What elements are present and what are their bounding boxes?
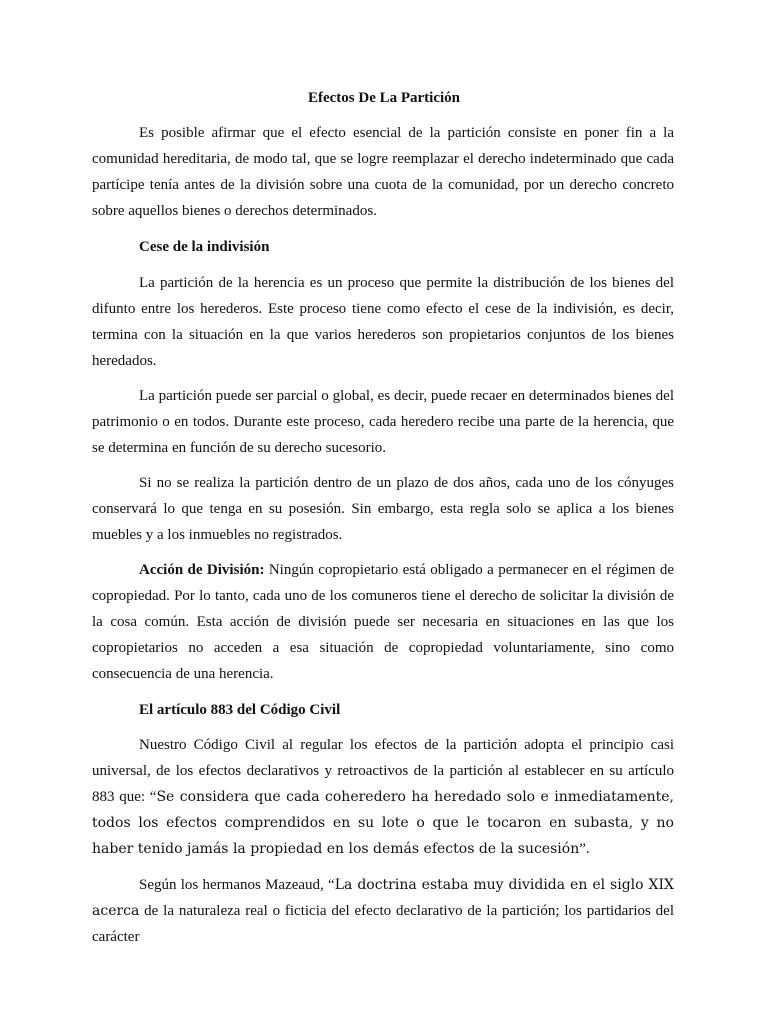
paragraph-plazo: Si no se realiza la partición dentro de un plazo de dos años, cada uno de los cónyuges conservará lo que tenga en su posesión. Sin embargo, esta regla solo se aplica a los bienes muebles y a los inmuebles no registrados. xyxy=(92,475,674,543)
articulo-883-quote: Se considera que cada coheredero ha heredado solo e inmediatamente, todos los efectos comprendidos en su lote o que le tocaron en subasta, y no haber tenido jamás la propiedad en los demás efectos de la sucesión xyxy=(92,789,674,857)
paragraph-intro: Es posible afirmar que el efecto esencial de la partición consiste en poner fin a la comunidad hereditaria, de modo tal, que se logre reemplazar el derecho indeterminado que cada partícipe tenía antes de la división sobre una cuota de la comunidad, por un derecho concreto sobre aquellos bienes o derechos determinados. xyxy=(92,125,674,219)
accion-division-label: Acción de División: xyxy=(139,562,265,578)
page-title: Efectos De La Partición xyxy=(307,90,461,106)
mazeaud-quote: La doctrina estaba muy dividida en el siglo XIX acerca xyxy=(92,877,674,919)
articulo-883-intro: Nuestro Código Civil al regular los efectos de la partición adopta el principio casi universal, de los efectos declarativos y retroactivos de la partición al establecer en su artículo 883 que: “ xyxy=(92,737,674,805)
mazeaud-continuation: de la naturaleza real o ficticia del efecto declarativo de la partición; los partidarios del carácter xyxy=(92,903,674,945)
mazeaud-intro: Según los hermanos Mazeaud, “ xyxy=(139,877,335,893)
articulo-883-close: ”. xyxy=(579,841,590,857)
accion-division-text: Ningún copropietario está obligado a permanecer en el régimen de copropiedad. Por lo tanto, cada uno de los comuneros tiene el derecho de solicitar la división de la cosa común. Esta acción de división puede ser necesaria en situaciones en las que los copropietarios no acceden a esa situación de copropiedad voluntariamente, sino como consecuencia de una herencia. xyxy=(92,562,675,682)
paragraph-cese: La partición de la herencia es un proceso que permite la distribución de los bienes del difunto entre los herederos. Este proceso tiene como efecto el cese de la indivisión, es decir, termina con la situación en la que varios herederos son propietarios conjuntos de los bienes heredados. xyxy=(92,275,674,369)
heading-cese-indivision: Cese de la indivisión xyxy=(139,239,270,255)
paragraph-parcial-global: La partición puede ser parcial o global, es decir, puede recaer en determinados bienes del patrimonio o en todos. Durante este proceso, cada heredero recibe una parte de la herencia, que se determina en función de su derecho sucesorio. xyxy=(92,388,674,456)
paragraph-articulo-883 xyxy=(92,732,674,862)
paragraph-accion-division xyxy=(92,557,674,687)
heading-articulo-883: El artículo 883 del Código Civil xyxy=(139,702,341,718)
paragraph-mazeaud xyxy=(92,872,674,950)
